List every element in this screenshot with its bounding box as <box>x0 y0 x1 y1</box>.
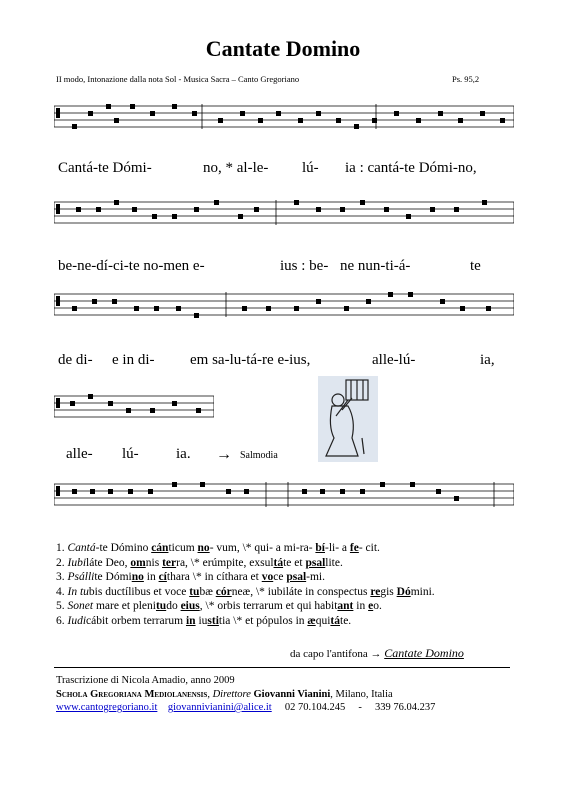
accented-syllable: tu <box>189 585 200 598</box>
lyrics-line-1 <box>0 160 566 180</box>
accented-syllable: cór <box>215 585 232 598</box>
verse-line <box>56 570 435 585</box>
verse-line <box>56 585 435 600</box>
accented-syllable: fe <box>349 542 359 554</box>
verse-text: iu <box>195 614 208 627</box>
website-link[interactable]: www.cantogregoriano.it <box>56 702 158 713</box>
accented-syllable: om <box>130 556 146 569</box>
verse-text: tia \* et pópulos in <box>218 614 308 627</box>
verse-number: 3. <box>56 571 65 584</box>
accented-syllable: in <box>185 614 196 627</box>
verse-text: in <box>143 571 159 584</box>
verse-text: láte Deo, <box>86 556 131 569</box>
phone-2: 339 76.04.237 <box>374 702 436 713</box>
lyric-syllables: lú- <box>302 160 319 176</box>
separator: - <box>358 702 362 713</box>
verse-text: - vum, \* qui- a mi-ra- <box>209 542 316 554</box>
lyric-syllables: alle- <box>66 446 93 462</box>
lyric-syllables: ia : cantá-te Dómi-no, <box>345 160 477 176</box>
verse-text: o. <box>373 600 382 613</box>
lyric-syllables: lú- <box>122 446 139 462</box>
verse-line <box>56 541 435 556</box>
page-title: Cantate Domino <box>205 36 361 61</box>
accented-syllable: ant <box>337 600 354 613</box>
lyric-syllables: no, * al-le- <box>203 160 269 176</box>
lyrics-line-4 <box>0 446 566 466</box>
arrow-icon: → <box>370 648 382 660</box>
verse-text: Iudi <box>67 614 87 627</box>
contact-line <box>56 701 435 715</box>
accented-syllable: bí <box>315 542 325 554</box>
director-name: Giovanni Vianini <box>253 688 331 700</box>
verse-text: bæ <box>199 585 216 598</box>
verse-text: Sonet <box>67 600 94 613</box>
verse-text: , \* orbis terrarum et qui habit <box>199 600 338 613</box>
verse-text: te Dómi <box>94 571 132 584</box>
accented-syllable: cí <box>158 571 167 584</box>
accented-syllable: tá <box>330 614 340 627</box>
lyric-syllables: alle-lú- <box>372 352 416 368</box>
schola-line: Schola Gregoriana Mediolanensis, Direttore Giovanni Vianini, Milano, Italia <box>56 688 393 700</box>
lyric-syllables: de di- <box>58 352 93 368</box>
accented-syllable: psal <box>305 556 326 569</box>
accented-syllable: no <box>131 571 144 584</box>
verse-text: thara \* in cíthara et <box>166 571 262 584</box>
verse-text: do <box>166 600 181 613</box>
chant-staff-4 <box>54 392 214 424</box>
verse-text: gis <box>380 585 397 598</box>
psalm-verses <box>56 541 435 629</box>
credits-block <box>56 674 435 715</box>
lyric-syllables: be-ne-dí-ci-te no-men e- <box>58 258 205 274</box>
verse-number: 6. <box>56 614 65 627</box>
lyric-syllables: ne nun-ti-á- <box>340 258 411 274</box>
verse-number: 4. <box>56 585 65 598</box>
accented-syllable: re <box>370 585 381 598</box>
accented-syllable: Dó <box>396 585 411 598</box>
chant-staff-2 <box>54 198 514 230</box>
lyric-syllables: e in di- <box>112 352 155 368</box>
da-capo-target-link[interactable]: Cantate Domino <box>384 646 464 660</box>
accented-syllable: sti <box>207 614 219 627</box>
verse-text: bis ductílibus et voce <box>88 585 190 598</box>
lyrics-line-2 <box>0 258 566 278</box>
lyrics-line-3 <box>0 352 566 372</box>
verse-line <box>56 599 435 614</box>
chant-staff-3 <box>54 290 514 322</box>
lyric-syllables: ia. <box>176 446 191 462</box>
lyric-syllables: ius : be- <box>280 258 329 274</box>
verse-text: te et <box>283 556 306 569</box>
email-link[interactable]: giovannivianini@alice.it <box>167 702 272 713</box>
verse-text: neæ, \* iubiláte in conspectus <box>231 585 371 598</box>
verse-text: nis <box>145 556 163 569</box>
verse-text: cábit orbem terrarum <box>86 614 186 627</box>
verse-text: in <box>353 600 369 613</box>
accented-syllable: tu <box>155 600 167 613</box>
verse-text: - cit. <box>358 542 380 554</box>
verse-line <box>56 614 435 629</box>
lyric-syllables: Cantá-te Dómi- <box>58 160 152 176</box>
verse-line <box>56 556 435 571</box>
verse-number: 1. <box>56 542 65 554</box>
verse-number: 5. <box>56 600 65 613</box>
verse-text: In tu <box>67 585 89 598</box>
verse-text: mare et pleni <box>93 600 156 613</box>
verse-text: -li- a <box>325 542 350 554</box>
mode-info: II modo, Intonazione dalla nota Sol - Musica Sacra – Canto Gregoriano <box>56 74 300 84</box>
accented-syllable: no <box>197 542 210 554</box>
phone-1: 02 70.104.245 <box>284 702 346 713</box>
arrow-icon: → <box>216 446 232 463</box>
psalm-reference: Ps. 95,2 <box>452 74 480 84</box>
da-capo-instruction <box>290 646 464 661</box>
verse-text: -mi. <box>306 571 326 584</box>
lyric-syllables: em sa-lu-tá-re e-ius, <box>190 352 311 368</box>
accented-syllable: cán <box>151 542 169 554</box>
verse-text: mini. <box>410 585 435 598</box>
accented-syllable: vo <box>261 571 274 584</box>
verse-text: Iubi <box>67 556 87 569</box>
da-capo-text: da capo l'antifona <box>290 648 368 660</box>
verse-text: Cantá <box>67 542 96 554</box>
psalmody-staff <box>54 478 514 512</box>
transcription-credit: Trascrizione di Nicola Amadio, anno 2009 <box>56 675 235 686</box>
verse-text: ticum <box>168 542 198 554</box>
verse-text: ce <box>273 571 287 584</box>
accented-syllable: e <box>368 600 374 613</box>
director-label: Direttore <box>212 688 251 700</box>
verse-text: ra, \* erúmpite, exsul <box>176 556 274 569</box>
verse-text: Psálli <box>67 571 95 584</box>
verse-number: 2. <box>56 556 65 569</box>
verse-text: te. <box>340 614 352 627</box>
lyric-syllables: ia, <box>480 352 495 368</box>
verse-text: lite. <box>325 556 343 569</box>
divider <box>54 667 510 668</box>
accented-syllable: æ <box>307 614 316 627</box>
salmodia-label: Salmodia <box>240 450 278 461</box>
verse-text: -te Dómino <box>95 542 152 554</box>
accented-syllable: eius <box>180 600 200 613</box>
chant-staff-1 <box>54 100 514 140</box>
accented-syllable: tá <box>273 556 284 569</box>
schola-name: Schola Gregoriana Mediolanensis <box>56 688 208 700</box>
monk-illustration-icon <box>318 376 378 462</box>
lyric-syllables: te <box>470 258 481 274</box>
accented-syllable: ter <box>162 556 177 569</box>
accented-syllable: psal <box>286 571 307 584</box>
location: , Milano, Italia <box>330 688 393 700</box>
verse-text: qui <box>315 614 331 627</box>
